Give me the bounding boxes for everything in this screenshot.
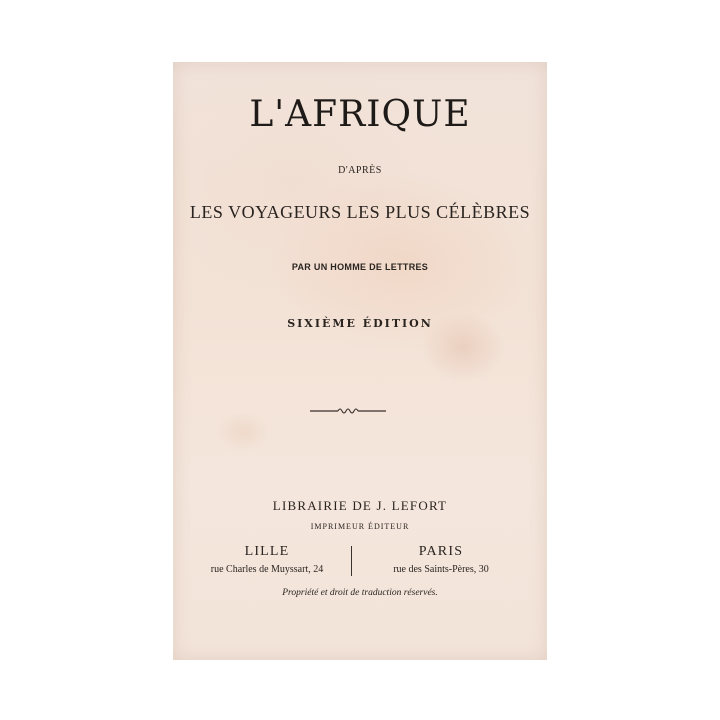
rights-notice: Propriété et droit de traduction réservés. (282, 588, 438, 598)
publisher-role: IMPRIMEUR ÉDITEUR (310, 522, 410, 531)
city-address: rue des Saints-Pères, 30 (393, 564, 489, 575)
title-connector: D'APRÈS (338, 165, 382, 176)
city-name: LILLE (244, 544, 290, 559)
edition-line: SIXIÈME ÉDITION (287, 317, 433, 330)
publisher-name: LIBRAIRIE DE J. LEFORT (272, 498, 448, 513)
book-title-page (173, 62, 547, 660)
ornament-rule (310, 405, 386, 417)
city-name: PARIS (418, 544, 464, 559)
book-title: L'AFRIQUE (249, 94, 471, 135)
city-paris (353, 544, 529, 575)
city-lille (183, 544, 351, 575)
book-subtitle: LES VOYAGEURS LES PLUS CÉLÈBRES (189, 202, 531, 222)
author-line: PAR UN HOMME DE LETTRES (291, 262, 429, 272)
city-address: rue Charles de Muyssart, 24 (210, 564, 324, 575)
city-divider (351, 546, 352, 576)
